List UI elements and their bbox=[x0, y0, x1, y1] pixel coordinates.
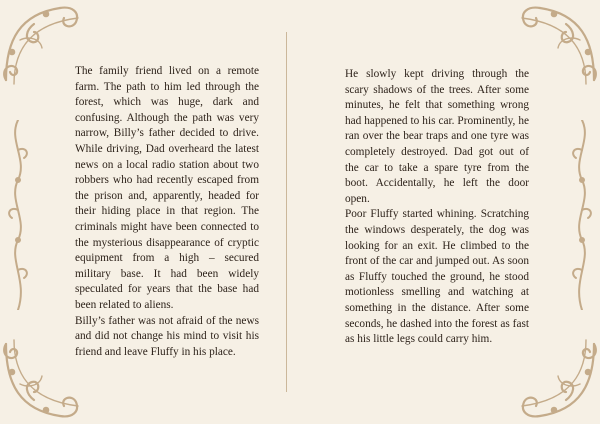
filigree-border-ornament bbox=[568, 120, 596, 310]
left-page-text bbox=[75, 64, 259, 360]
left-paragraph-1: The family friend lived on a remote farm. The path to him led through the forest, which was huge, dark and confusing. Although the path was very narrow, Billy’s father decided to drive. While driving, Dad overheard the latest news on a local radio station about two robbers who had recently escaped from the prison and, apparently, headed for their hiding place in that region. The criminals might have been connected to the mysterious disappearance of cryptic equipment from a high – secured military base. It had been widely speculated for years that the base had been related to aliens. bbox=[75, 65, 259, 311]
filigree-border-ornament bbox=[4, 120, 32, 310]
page-divider bbox=[286, 32, 287, 392]
right-page-text bbox=[345, 67, 529, 348]
right-paragraph-1: He slowly kept driving through the scary shadows of the trees. After some minutes, he felt that something wrong had happened to his car. Prominently, he ran over the bear traps and one tyre was completely destroyed. Dad got out of the car to take a spare tyre from the boot. Accidentally, he left the door open. bbox=[345, 68, 529, 205]
right-paragraph-2: Poor Fluffy started whining. Scratching the windows desperately, the dog was looking for an exit. He climbed to the front of the car and jumped out. As soon as Fluffy touched the ground, he stood motionless smelling and watching at something in the distance. After some seconds, he dashed into the forest as fast as his little legs could carry him. bbox=[345, 208, 529, 346]
left-paragraph-2: Billy’s father was not afraid of the news and did not change his mind to visit his friend and leave Fluffy in his place. bbox=[75, 314, 259, 358]
